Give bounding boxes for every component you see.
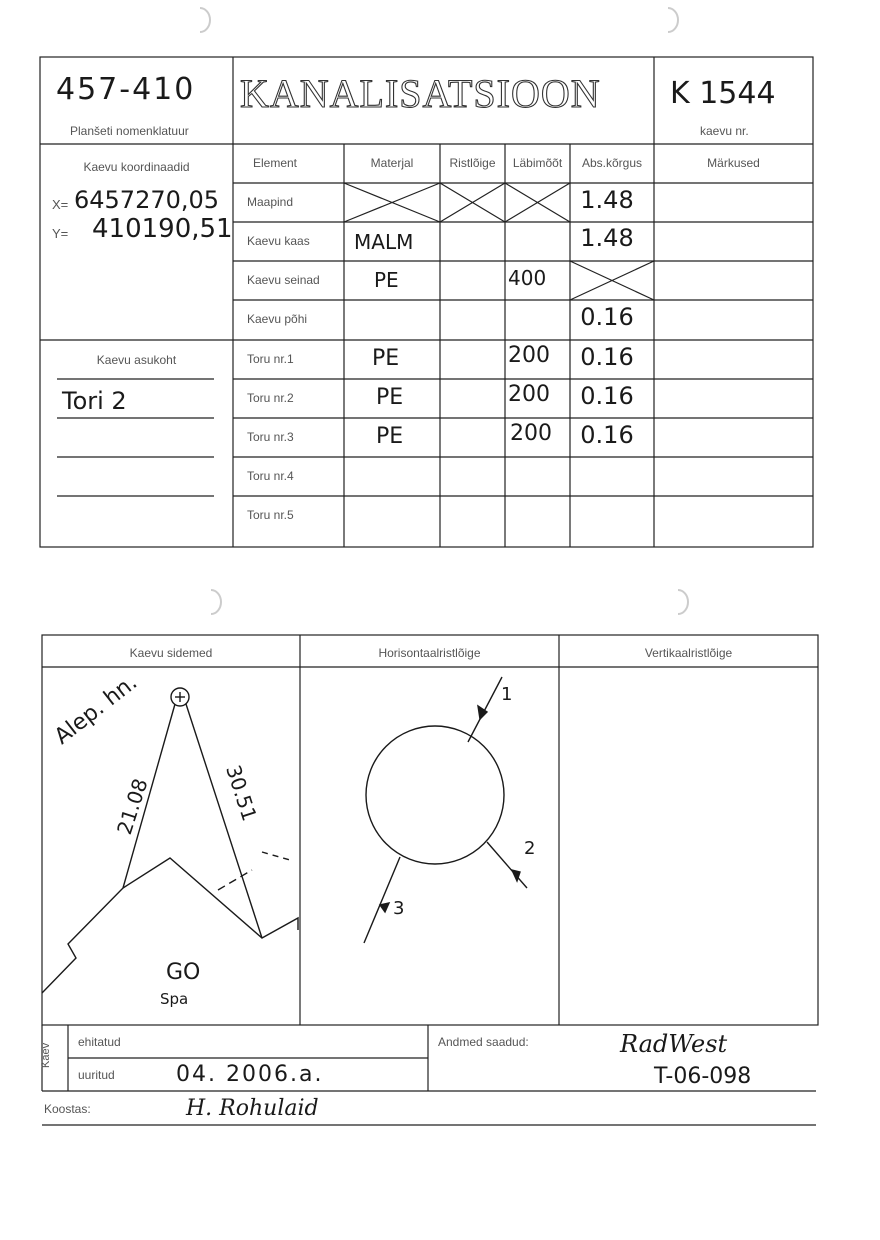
row-element: Toru nr.5 [247, 508, 294, 522]
pipe-1-label: 1 [501, 684, 513, 705]
surveyed-date: 04. 2006.a. [176, 1062, 324, 1087]
distance-right: 30.51 [221, 762, 262, 824]
row-element: Toru nr.1 [247, 352, 294, 366]
well-side-label: Kaev [40, 1042, 52, 1068]
plansheet-label: Planšeti nomenklatuur [70, 124, 189, 138]
form-title: KANALISATSIOON [240, 71, 601, 116]
data-reference: T-06-098 [654, 1064, 752, 1089]
pipe-2-label: 2 [524, 838, 536, 859]
col-header-cross-section: Ristlõige [449, 156, 496, 170]
col-header-abs-height: Abs.kõrgus [581, 156, 643, 170]
data-received-label: Andmed saadud: [438, 1035, 529, 1049]
row-material: MALM [354, 230, 414, 254]
row-height: 1.48 [580, 186, 634, 214]
well-number-value: K 1544 [670, 76, 776, 111]
col-header-diameter: Läbimõõt [512, 156, 563, 170]
row-material: PE [376, 385, 404, 410]
col-header-remarks: Märkused [707, 156, 760, 170]
row-element: Kaevu kaas [247, 234, 310, 248]
row-height: 0.16 [580, 343, 634, 371]
data-signature: RadWest [620, 1030, 728, 1058]
compiled-by: H. Rohulaid [186, 1096, 319, 1121]
horizontal-section-label: Horisontaalristlõige [378, 646, 481, 660]
location-value: Tori 2 [62, 387, 127, 415]
coords-label: Kaevu koordinaadid [83, 160, 190, 174]
row-material: PE [374, 268, 399, 292]
y-prefix: Y= [52, 226, 69, 241]
compiled-label: Koostas: [44, 1102, 91, 1116]
well-number-label: kaevu nr. [700, 124, 749, 138]
row-element: Toru nr.2 [247, 391, 294, 405]
spa-label: Spa [160, 990, 189, 1008]
well-links-label: Kaevu sidemed [129, 646, 213, 660]
row-material: PE [372, 346, 400, 371]
row-material: PE [376, 424, 404, 449]
col-header-element: Element [252, 156, 298, 170]
row-element: Kaevu seinad [247, 273, 320, 287]
x-prefix: X= [52, 197, 69, 212]
row-element: Toru nr.4 [247, 469, 294, 483]
building-note: Alep. hn. [50, 669, 143, 750]
plansheet-value: 457-410 [56, 72, 196, 107]
surveyed-label: uuritud [78, 1068, 115, 1082]
pipe-3-label: 3 [393, 898, 405, 919]
distance-left: 21.08 [112, 775, 153, 838]
row-element: Toru nr.3 [247, 430, 294, 444]
row-element: Maapind [247, 195, 294, 209]
row-height: 0.16 [580, 382, 634, 410]
horizontal-section [364, 677, 527, 943]
go-label: GO [166, 960, 201, 985]
x-coordinate: 6457270,05 [74, 186, 220, 214]
row-diameter: 200 [508, 343, 550, 368]
row-height: 0.16 [580, 421, 634, 449]
row-diameter: 200 [510, 421, 552, 446]
built-label: ehitatud [78, 1035, 121, 1049]
row-diameter: 400 [508, 266, 547, 290]
location-label: Kaevu asukoht [96, 353, 177, 367]
vertical-section-label: Vertikaalristlõige [644, 646, 733, 660]
row-element: Kaevu põhi [247, 312, 308, 326]
col-header-material: Materjal [370, 156, 414, 170]
row-height: 1.48 [580, 224, 634, 252]
y-coordinate: 410190,51 [92, 214, 233, 244]
row-height: 0.16 [580, 303, 634, 331]
row-diameter: 200 [508, 382, 550, 407]
